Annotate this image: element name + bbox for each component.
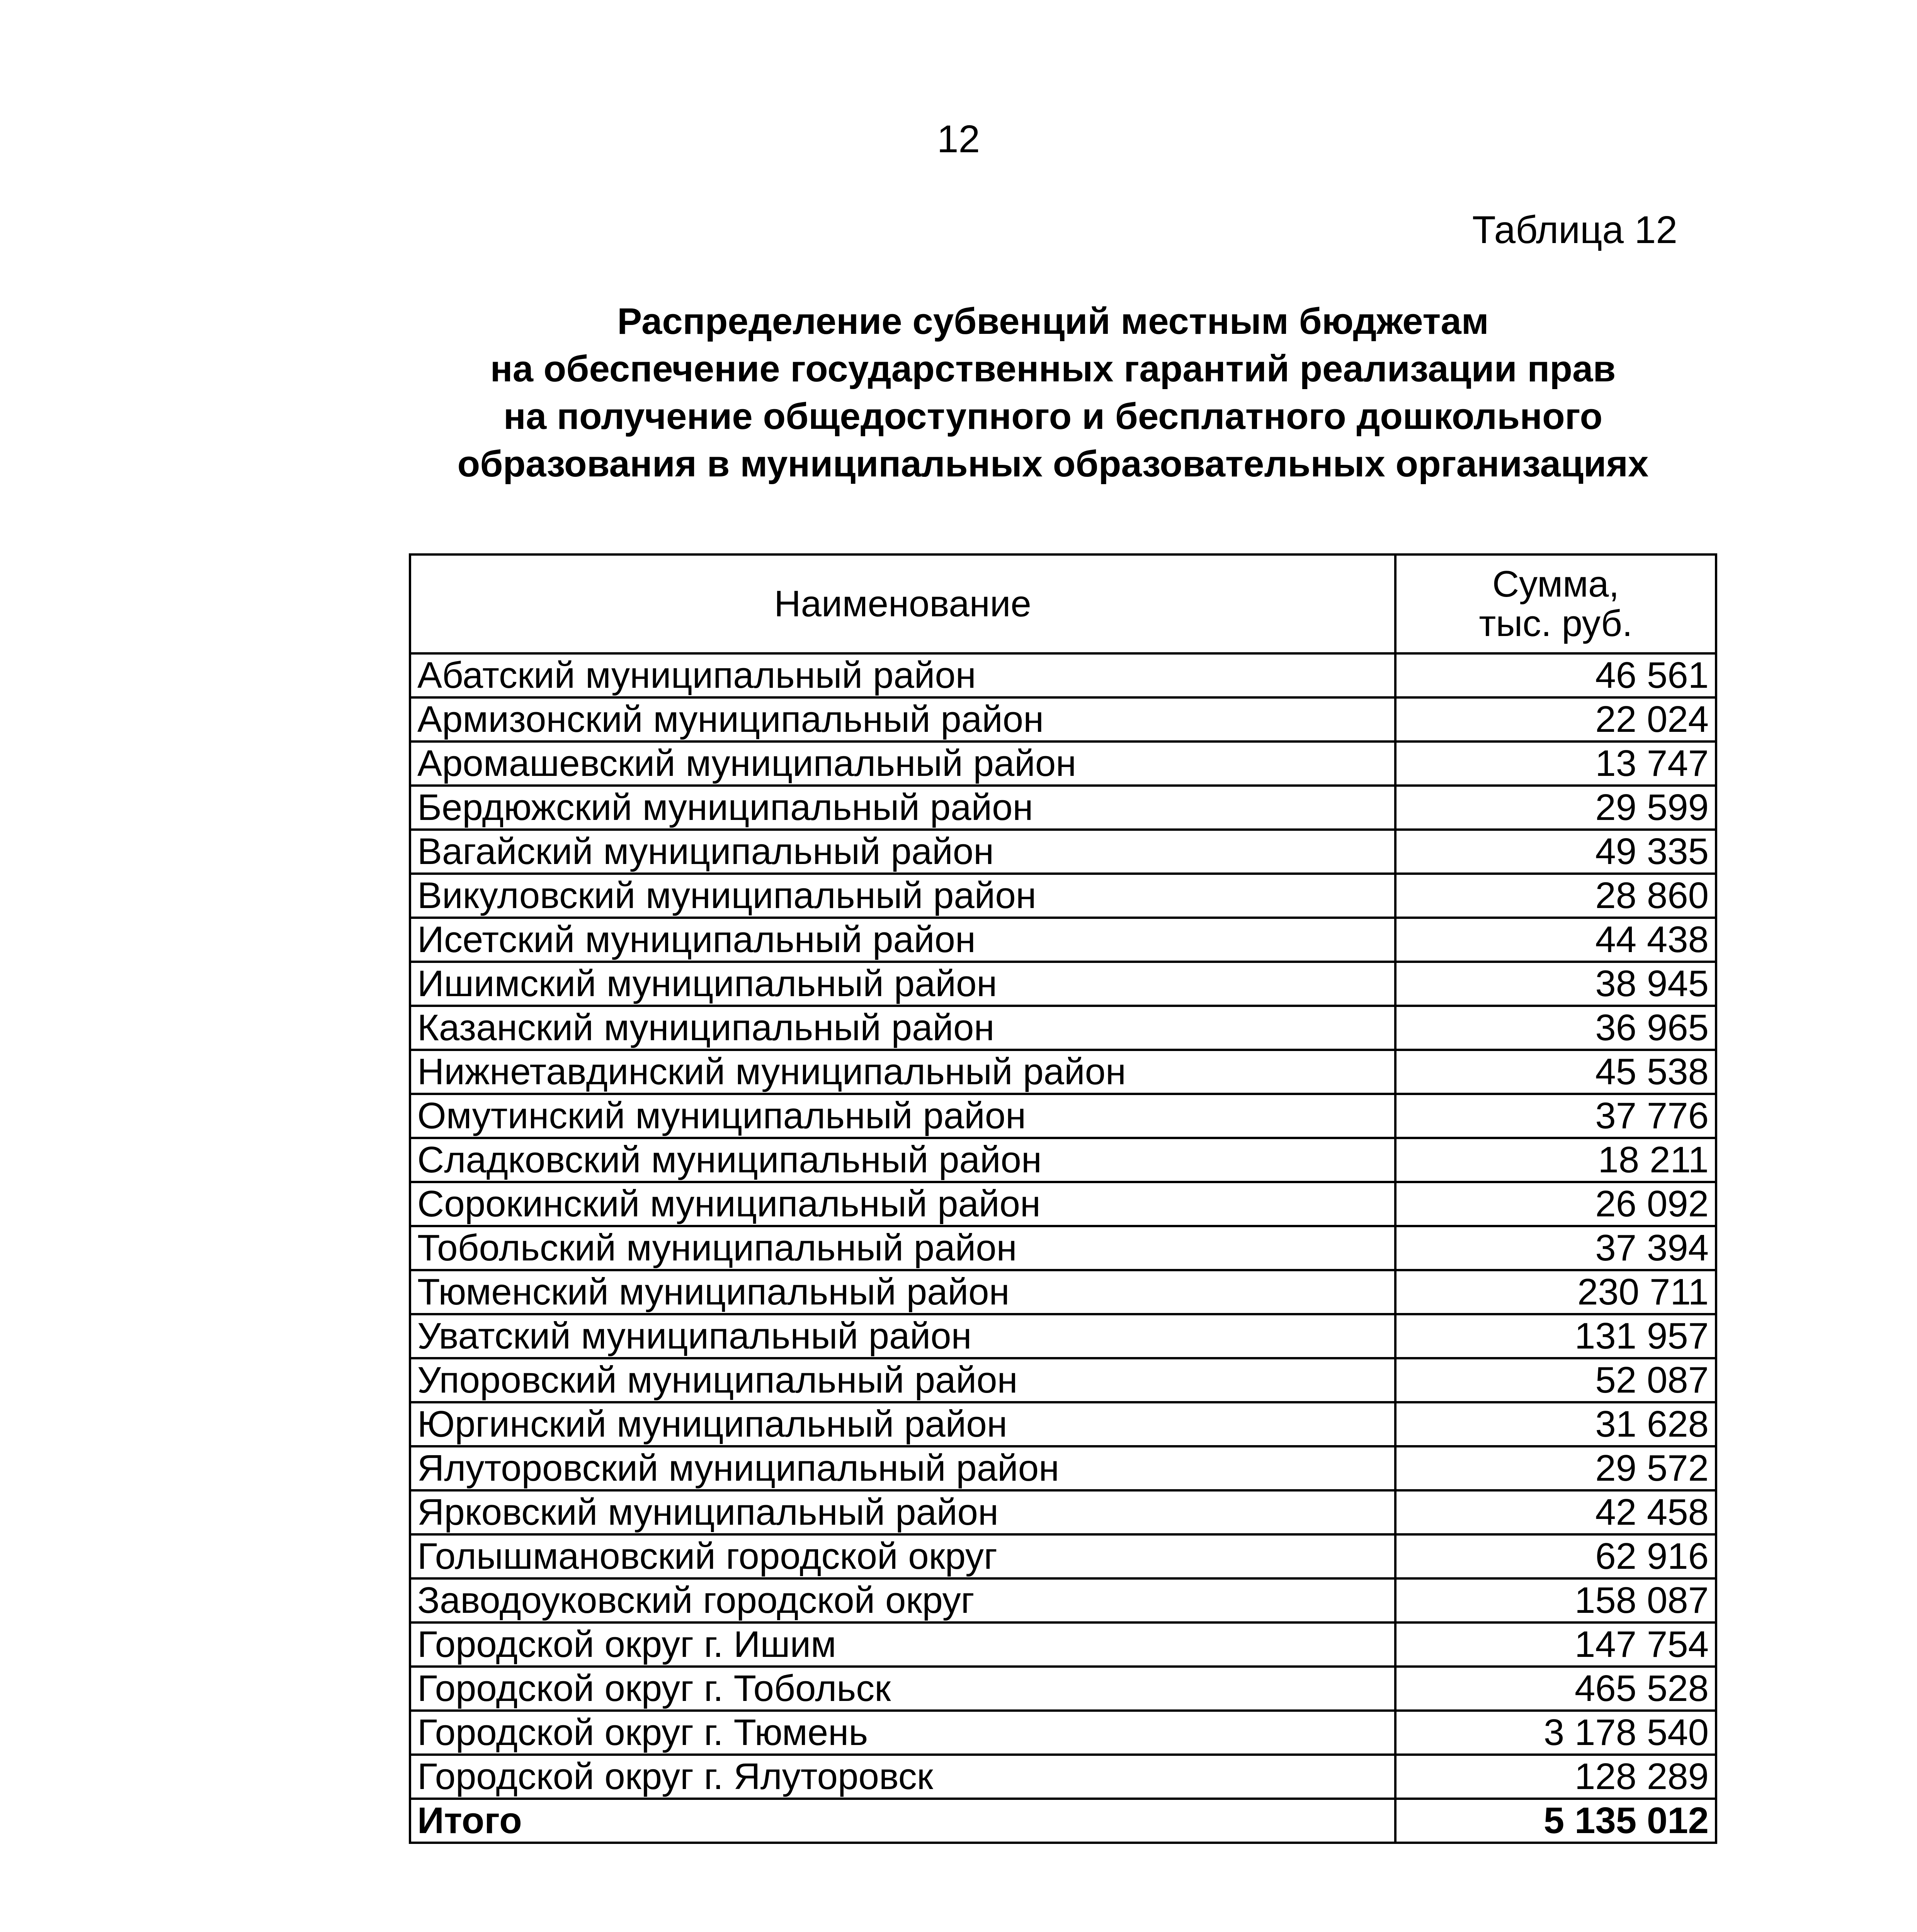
table-row (410, 1622, 1716, 1667)
row-sum: 22 024 (1395, 697, 1716, 742)
table-row (410, 1711, 1716, 1755)
row-sum: 158 087 (1395, 1578, 1716, 1622)
title-line: на получение общедоступного и бесплатного дошкольного (503, 396, 1603, 437)
table-row (410, 1226, 1716, 1270)
row-name: Викуловский муниципальный район (410, 874, 1395, 918)
table-row (410, 1006, 1716, 1050)
row-sum: 18 211 (1395, 1138, 1716, 1182)
table-row (410, 1578, 1716, 1622)
subvention-table (409, 553, 1717, 1844)
row-sum: 13 747 (1395, 742, 1716, 786)
table-body (410, 653, 1716, 1799)
header-sum (1395, 554, 1716, 653)
row-sum: 44 438 (1395, 918, 1716, 962)
total-row (410, 1799, 1716, 1843)
table-row (410, 1667, 1716, 1711)
row-name: Нижнетавдинский муниципальный район (410, 1050, 1395, 1094)
title-line: на обеспечение государственных гарантий реализации прав (490, 348, 1616, 389)
row-name: Исетский муниципальный район (410, 918, 1395, 962)
table-row (410, 653, 1716, 697)
row-name: Тюменский муниципальный район (410, 1270, 1395, 1314)
table-row (410, 1094, 1716, 1138)
row-sum: 28 860 (1395, 874, 1716, 918)
row-sum: 36 965 (1395, 1006, 1716, 1050)
header-name: Наименование (410, 554, 1395, 653)
row-sum: 31 628 (1395, 1402, 1716, 1446)
row-name: Заводоуковский городской округ (410, 1578, 1395, 1622)
table-row (410, 1446, 1716, 1490)
row-name: Уватский муниципальный район (410, 1314, 1395, 1358)
row-sum: 49 335 (1395, 830, 1716, 874)
table-row (410, 1534, 1716, 1578)
row-name: Абатский муниципальный район (410, 653, 1395, 697)
table-row (410, 830, 1716, 874)
row-name: Ялуторовский муниципальный район (410, 1446, 1395, 1490)
table-row (410, 786, 1716, 830)
row-sum: 131 957 (1395, 1314, 1716, 1358)
total-label: Итого (410, 1799, 1395, 1843)
row-name: Городской округ г. Тюмень (410, 1711, 1395, 1755)
total-sum: 5 135 012 (1395, 1799, 1716, 1843)
header-sum-line2: тыс. руб. (1479, 603, 1633, 644)
row-name: Ишимский муниципальный район (410, 962, 1395, 1006)
table-row (410, 1314, 1716, 1358)
row-name: Ярковский муниципальный район (410, 1490, 1395, 1534)
row-sum: 37 776 (1395, 1094, 1716, 1138)
row-name: Омутинский муниципальный район (410, 1094, 1395, 1138)
table-row (410, 874, 1716, 918)
table-row (410, 697, 1716, 742)
row-name: Аромашевский муниципальный район (410, 742, 1395, 786)
row-sum: 128 289 (1395, 1755, 1716, 1799)
row-sum: 147 754 (1395, 1622, 1716, 1667)
row-name: Армизонский муниципальный район (410, 697, 1395, 742)
row-sum: 38 945 (1395, 962, 1716, 1006)
row-name: Казанский муниципальный район (410, 1006, 1395, 1050)
table-row (410, 1182, 1716, 1226)
header-sum-line1: Сумма, (1492, 563, 1619, 605)
row-name: Городской округ г. Ишим (410, 1622, 1395, 1667)
row-sum: 37 394 (1395, 1226, 1716, 1270)
row-name: Бердюжский муниципальный район (410, 786, 1395, 830)
row-sum: 465 528 (1395, 1667, 1716, 1711)
table-row (410, 1270, 1716, 1314)
table-row (410, 1138, 1716, 1182)
table-row (410, 1402, 1716, 1446)
table-row (410, 1358, 1716, 1402)
title-line: Распределение субвенций местным бюджетам (617, 301, 1489, 342)
row-name: Сорокинский муниципальный район (410, 1182, 1395, 1226)
title-line: образования в муниципальных образовательных организациях (457, 443, 1649, 485)
table-label: Таблица 12 (1472, 208, 1677, 252)
table-row (410, 1050, 1716, 1094)
table-row (410, 1755, 1716, 1799)
table-header-row (410, 554, 1716, 653)
row-sum: 29 599 (1395, 786, 1716, 830)
page-number: 12 (937, 117, 980, 161)
row-name: Сладковский муниципальный район (410, 1138, 1395, 1182)
row-name: Городской округ г. Ялуторовск (410, 1755, 1395, 1799)
row-sum: 62 916 (1395, 1534, 1716, 1578)
row-sum: 42 458 (1395, 1490, 1716, 1534)
table-row (410, 1490, 1716, 1534)
row-sum: 29 572 (1395, 1446, 1716, 1490)
table-row (410, 962, 1716, 1006)
row-name: Тобольский муниципальный район (410, 1226, 1395, 1270)
document-title (386, 298, 1720, 488)
row-name: Голышмановский городской округ (410, 1534, 1395, 1578)
row-name: Юргинский муниципальный район (410, 1402, 1395, 1446)
row-sum: 45 538 (1395, 1050, 1716, 1094)
row-name: Городской округ г. Тобольск (410, 1667, 1395, 1711)
table-row (410, 918, 1716, 962)
row-sum: 230 711 (1395, 1270, 1716, 1314)
row-sum: 46 561 (1395, 653, 1716, 697)
row-sum: 52 087 (1395, 1358, 1716, 1402)
table-row (410, 742, 1716, 786)
row-name: Вагайский муниципальный район (410, 830, 1395, 874)
row-sum: 26 092 (1395, 1182, 1716, 1226)
row-name: Упоровский муниципальный район (410, 1358, 1395, 1402)
row-sum: 3 178 540 (1395, 1711, 1716, 1755)
